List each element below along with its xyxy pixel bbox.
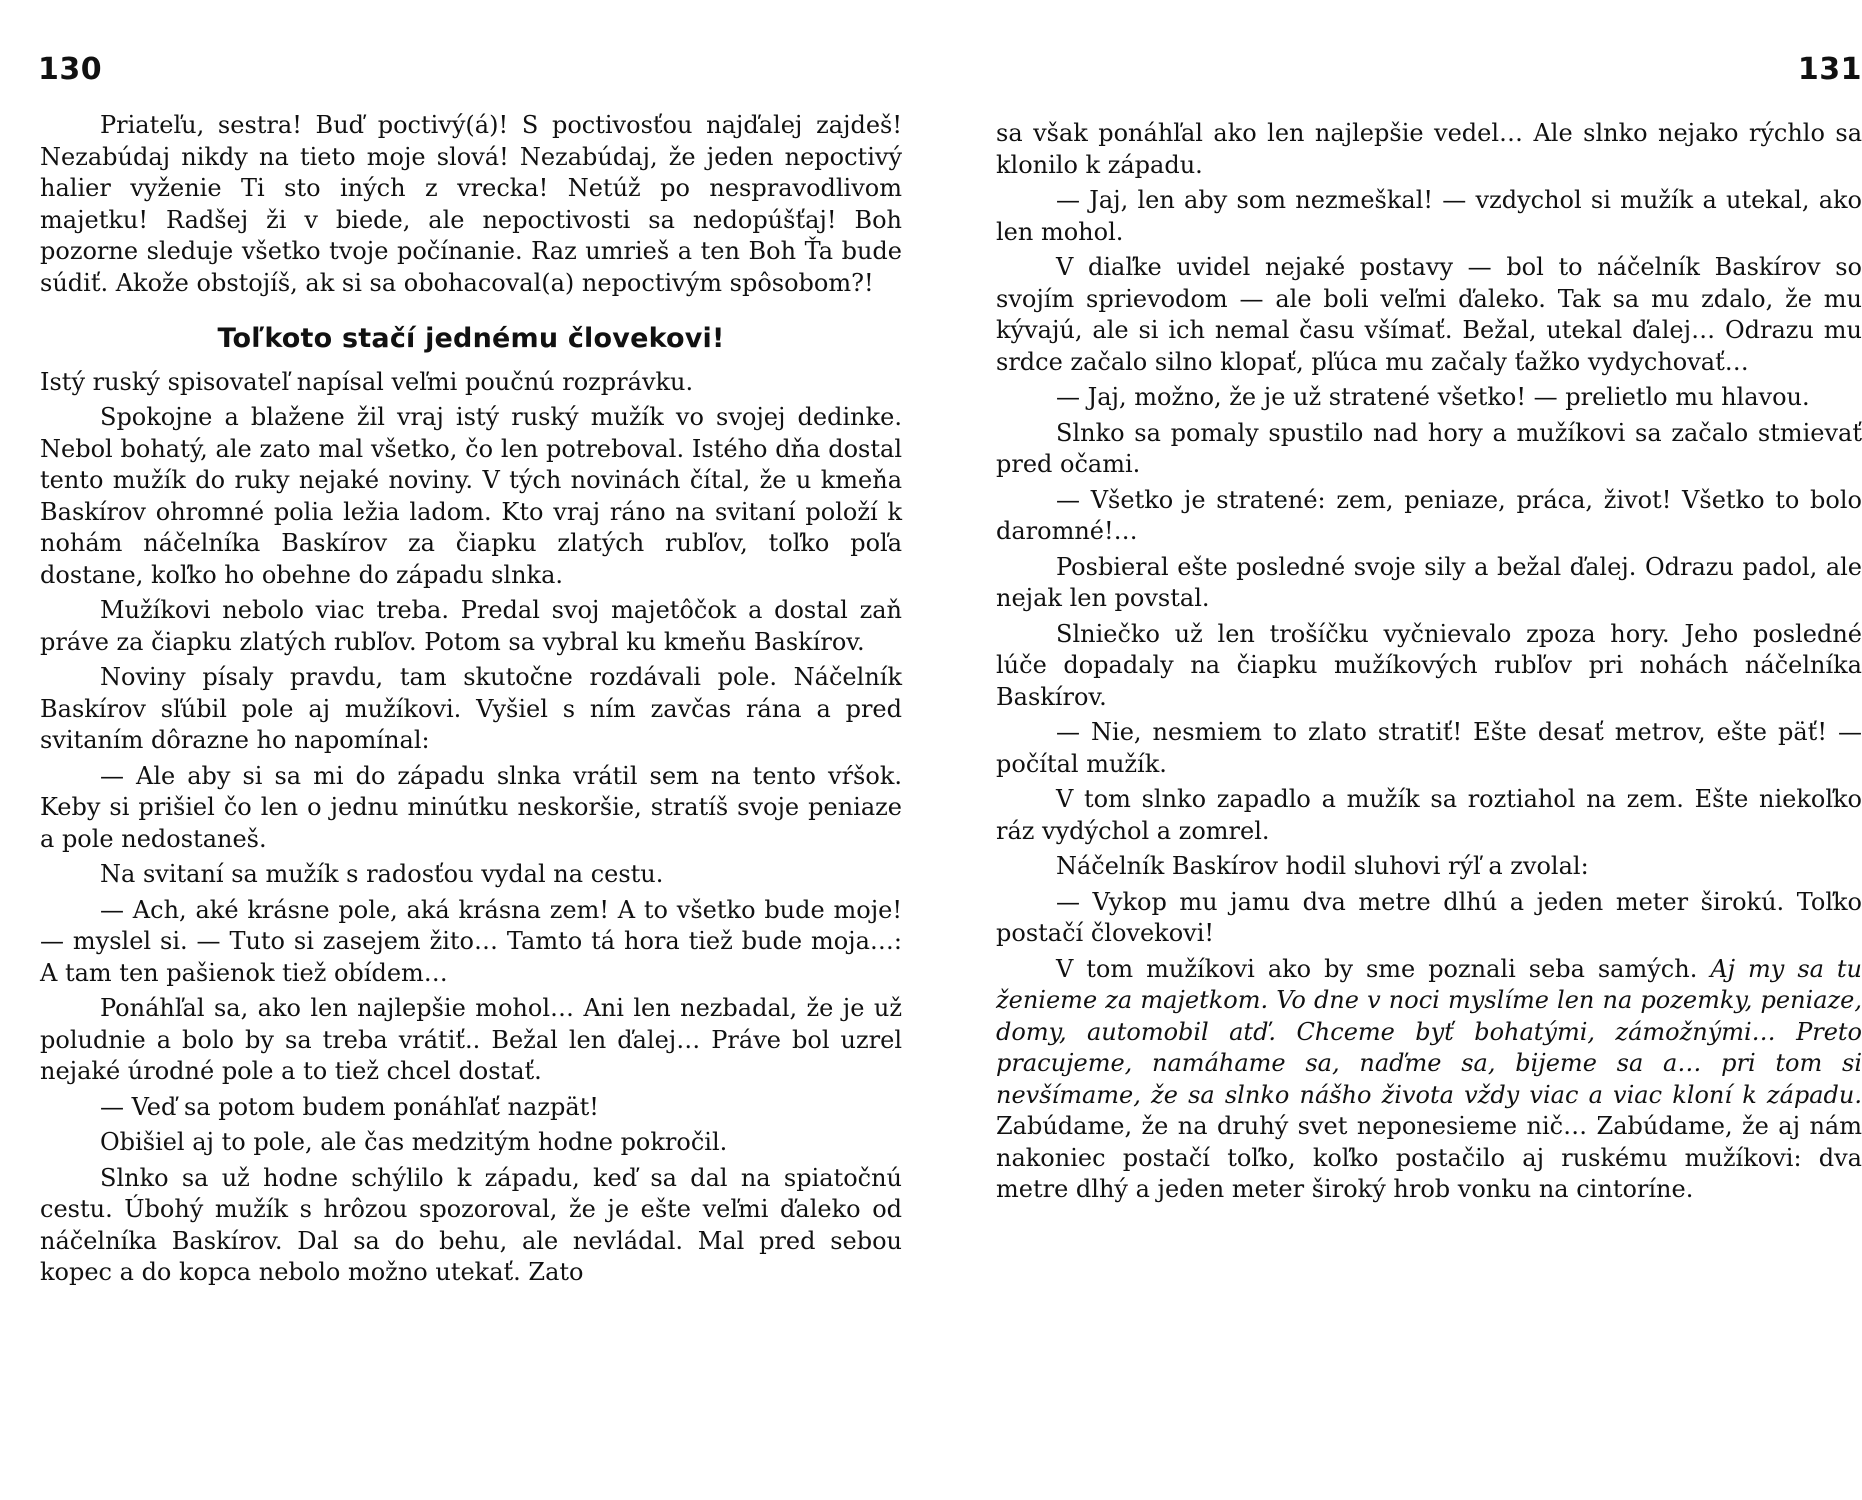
paragraph: — Nie, nesmiem to zlato stratiť! Ešte desať metrov, ešte päť! — počítal mužík. [996, 718, 1862, 778]
closing-italic: Aj my sa tu ženieme za majetkom. Vo dne v noci myslíme len na pozemky, peniaze, domy, automobil atď. Chceme byť bohatými, zámožnými… Preto pracujeme, namáhame sa, naďme sa, bijeme sa a… pri tom si nevšímame, že sa slnko nášho života vždy viac a viac kloní k západu. [996, 954, 1862, 1109]
section-title: Toľkoto stačí jednému človekovi! [217, 323, 725, 354]
paragraph: V diaľke uvidel nejaké postavy — bol to náčelník Baskírov so svojím sprievodom — ale boli veľmi ďaleko. Tak sa mu zdalo, že mu kývajú, ale si ich nemal času všímať. Bežal, utekal ďalej… Odrazu mu srdce začalo silno klopať, pľúca mu začaly ťažko vydychovať… [996, 253, 1862, 376]
paragraph: V tom slnko zapadlo a mužík sa roztiahol na zem. Ešte niekoľko ráz vydýchol a zomrel. [996, 785, 1862, 845]
paragraph: — Ach, aké krásne pole, aká krásna zem! A to všetko bude moje! — myslel si. — Tuto si zasejem žito… Tamto tá hora tiež bude moja…: A tam ten pašienok tiež obídem… [40, 895, 902, 987]
page-number-left: 130 [38, 52, 103, 87]
paragraph: Mužíkovi nebolo viac treba. Predal svoj majetôčok a dostal zaň práve za čiapku zlatých rubľov. Potom sa vybral ku kmeňu Baskírov. [40, 596, 902, 656]
paragraph: Na svitaní sa mužík s radosťou vydal na cestu. [100, 860, 664, 888]
paragraph: Slnko sa už hodne schýlilo k západu, keď sa dal na spiatočnú cestu. Úbohý mužík s hrôzou spozoroval, že je ešte veľmi ďaleko od náčelníka Baskírov. Dal sa do behu, ale nevládal. Mal pred sebou kopec a do kopca nebolo možno utekať. Zato [40, 1163, 902, 1286]
paragraph: — Jaj, možno, že je už stratené všetko! — prelietlo mu hlavou. [1056, 383, 1810, 411]
paragraph: Slnko sa pomaly spustilo nad hory a mužíkovi sa začalo stmievať pred očami. [996, 418, 1862, 478]
closing-start: V tom mužíkovi ako by sme poznali seba samých. [1056, 954, 1698, 983]
paragraph: — Všetko je stratené: zem, peniaze, práca, život! Všetko to bolo daromné!… [996, 485, 1862, 545]
intro-paragraph: Priateľu, sestra! Buď poctivý(á)! S poctivosťou najďalej zajdeš! Nezabúdaj nikdy na tieto moje slová! Nezabúdaj, že jeden nepoctivý halier vyženie Ti sto iných z vrecka! Netúž po nespravodlivom majetku! Radšej ži v biede, ale nepoctivosti sa nedopúšťaj! Boh pozorne sleduje všetko tvoje počínanie. Raz umrieš a ten Boh Ťa bude súdiť. Akože obstojíš, ak si sa obohacoval(a) nepoctivým spôsobom?! [40, 111, 902, 297]
right-page [931, 0, 1862, 1500]
paragraph: — Veď sa potom budem ponáhľať nazpät! [100, 1092, 599, 1121]
paragraph: Noviny písaly pravdu, tam skutočne rozdávali pole. Náčelník Baskírov sľúbil pole aj mužíkovi. Vyšiel s ním zavčas rána a pred svitaním dôrazne ho napomínal: [40, 663, 902, 754]
paragraph: — Ale aby si sa mi do západu slnka vrátil sem na tento vŕšok. Keby si prišiel čo len o jednu minútku neskoršie, stratíš svoje peniaze a pole nedostaneš. [40, 761, 902, 853]
paragraph: Slniečko už len trošíčku vyčnievalo zpoza hory. Jeho posledné lúče dopadaly na čiapku mužíkových rubľov pri nohách náčelníka Baskírov. [996, 619, 1862, 711]
paragraph: — Jaj, len aby som nezmeškal! — vzdychol si mužík a utekal, ako len mohol. [996, 186, 1862, 246]
page-number-right: 131 [1797, 52, 1862, 87]
left-column [40, 110, 902, 1293]
closing-paragraph [996, 954, 1862, 1206]
paragraph: Náčelník Baskírov hodil sluhovi rýľ a zvolal: [1056, 852, 1589, 880]
paragraph: sa však ponáhľal ako len najlepšie vedel… Ale slnko nejako rýchlo sa klonilo k západu. [996, 119, 1862, 179]
paragraph: Spokojne a blažene žil vraj istý ruský mužík vo svojej dedinke. Nebol bohatý, ale zato mal všetko, čo len potreboval. Istého dňa dostal tento mužík do ruky nejaké noviny. V tých novinách čítal, že u kmeňa Baskírov ohromné polia ležia ladom. Kto vraj ráno na svitaní položí k nohám náčelníka Baskírov za čiapku zlatých rubľov, toľko poľa dostane, koľko ho obehne do západu slnka. [40, 403, 902, 589]
paragraph: — Vykop mu jamu dva metre dlhú a jeden meter širokú. Toľko postačí človekovi! [996, 887, 1862, 947]
right-column [996, 118, 1862, 1210]
paragraph: Posbieral ešte posledné svoje sily a bežal ďalej. Odrazu padol, ale nejak len povstal. [996, 552, 1862, 612]
paragraph: Ponáhľal sa, ako len najlepšie mohol… Ani len nezbadal, že je už poludnie a bolo by sa treba vrátiť.. Bežal len ďalej… Práve bol uzrel nejaké úrodné pole a to tiež chcel dostať. [40, 994, 902, 1085]
closing-end: Zabúdame, že na druhý svet neponesieme nič… Zabúdame, že aj nám nakoniec postačí toľko, koľko postačilo aj ruskému mužíkovi: dva metre dlhý a jeden meter široký hrob vonku na cintoríne. [996, 1112, 1862, 1203]
paragraph: Obišiel aj to pole, ale čas medzitým hodne pokročil. [100, 1128, 728, 1156]
paragraph: Istý ruský spisovateľ napísal veľmi poučnú rozprávku. [40, 367, 694, 396]
